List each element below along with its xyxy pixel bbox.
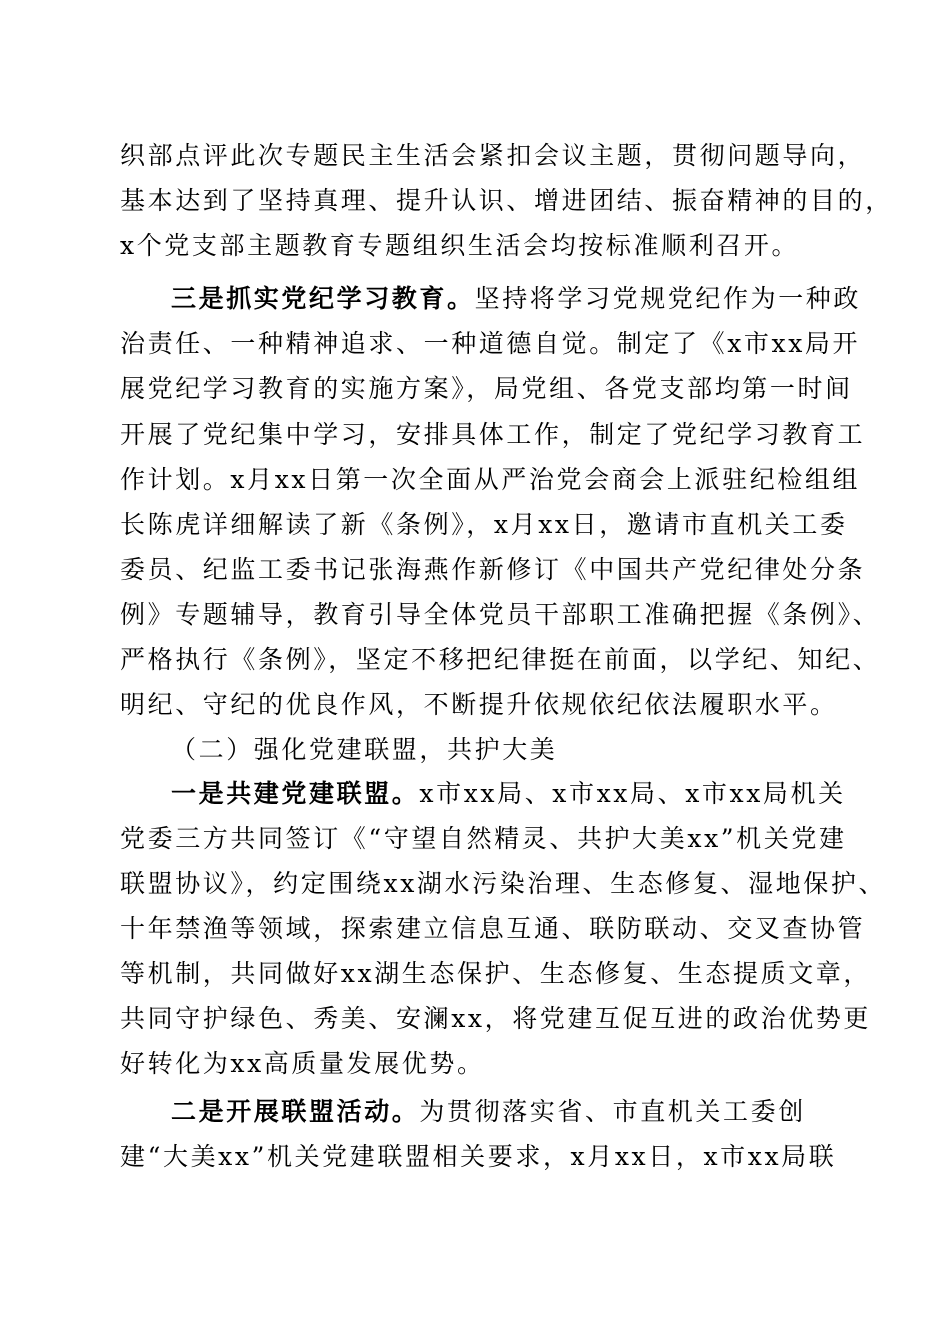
- paragraph-first-line: [0, 276, 950, 322]
- text-line: 例》专题辅导，教育引导全体党员干部职工准确把握《条例》、: [120, 600, 881, 629]
- paragraph-first-line: [0, 771, 950, 817]
- text-line: 作计划。x月xx日第一次全面从严治党会商会上派驻纪检组组: [120, 465, 861, 494]
- text-line: 十年禁渔等领域，探索建立信息互通、联防联动、交叉查协管: [120, 914, 866, 943]
- text-line: 长陈虎详细解读了新《条例》，x月xx日，邀请市直机关工委: [120, 510, 848, 539]
- text-line: 明纪、守纪的优良作风，不断提升依规依纪依法履职水平。: [120, 690, 838, 719]
- paragraph-lead: 三是抓实党纪学习教育。: [171, 284, 475, 313]
- text-line: 等机制，共同做好xx湖生态保护、生态修复、生态提质文章，: [120, 959, 872, 988]
- text-line: 建“大美xx”机关党建联盟相关要求，x月xx日，x市xx局联: [120, 1142, 837, 1171]
- paragraph-text: x市xx局、x市xx局、x市xx局机关: [419, 779, 846, 808]
- text-line: 织部点评此次专题民主生活会紧扣会议主题，贯彻问题导向，: [120, 141, 866, 170]
- text-line: x个党支部主题教育专题组织生活会均按标准顺利召开。: [120, 231, 800, 260]
- text-line: 开展了党纪集中学习，安排具体工作，制定了党纪学习教育工: [120, 420, 866, 449]
- paragraph-text: 坚持将学习党规党纪作为一种政: [474, 284, 862, 313]
- paragraph-first-line: [0, 1089, 950, 1135]
- text-line: 共同守护绿色、秀美、安澜xx，将党建互促互进的政治优势更: [120, 1004, 872, 1033]
- text-line: 联盟协议》，约定围绕xx湖水污染治理、生态修复、湿地保护、: [120, 869, 887, 898]
- text-line: 严格执行《条例》，坚定不移把纪律挺在前面，以学纪、知纪、: [120, 645, 881, 674]
- paragraph-text: 为贯彻落实省、市直机关工委创: [419, 1097, 806, 1126]
- paragraph-lead: 一是共建党建联盟。: [171, 779, 420, 808]
- text-line: 基本达到了坚持真理、提升认识、增进团结、振奋精神的目的，: [120, 186, 893, 215]
- text-line: 委员、纪监工委书记张海燕作新修订《中国共产党纪律处分条: [120, 555, 866, 584]
- text-line: 治责任、一种精神追求、一种道德自觉。制定了《x市xx局开: [120, 329, 861, 358]
- text-line: 党委三方共同签订《“守望自然精灵、共护大美xx”机关党建: [120, 824, 847, 853]
- paragraph-lead: 二是开展联盟活动。: [171, 1097, 420, 1126]
- section-heading: （二）强化党建联盟，共护大美: [171, 735, 558, 764]
- text-line: 展党纪学习教育的实施方案》，局党组、各党支部均第一时间: [120, 374, 853, 403]
- text-line: 好转化为xx高质量发展优势。: [120, 1049, 485, 1078]
